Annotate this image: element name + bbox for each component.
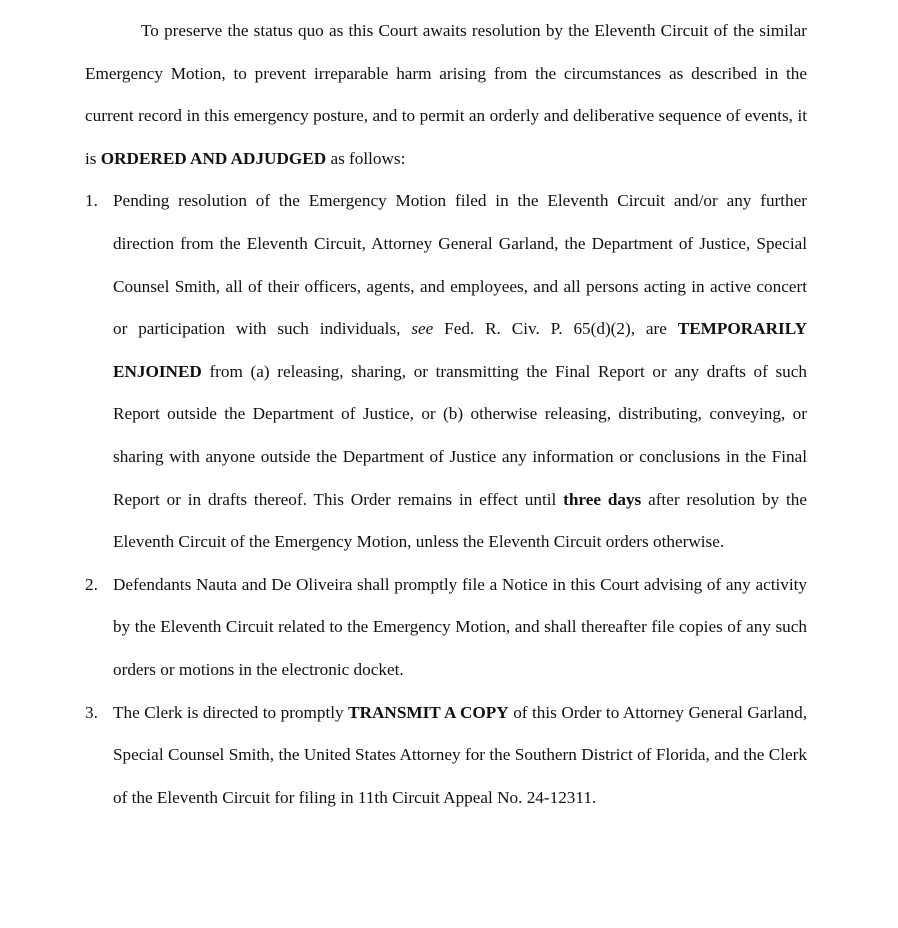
item-text: from (a) releasing, sharing, or transmitting the Final Report or any drafts of such Report outside the Department of Justice, or (b) otherwise releasing, distributing, conveying, or sharing with anyone outside the Department of Justice any information or conclusions in the Final Report or in drafts thereof. This Order remains in effect until [113, 361, 807, 509]
item-text: after resolution by the Eleventh Circuit of the Emergency Motion, unless the Eleventh Circuit orders otherwise. [113, 489, 807, 552]
item-text: Pending resolution of the Emergency Motion filed in the Eleventh Circuit and/or any further direction from the Eleventh Circuit, Attorney General Garland, the Department of Justice, Special Counsel Smith, all of their officers, agents, and employees, and all persons acting in active concert or participation with such individuals, [113, 191, 807, 339]
intro-text: To preserve the status quo as this Court awaits resolution by the Eleventh Circuit of the similar Emergency Motion, to prevent irreparable harm arising from the circumstances as described in the current record in this emergency posture, and to permit an orderly and deliberative sequence of events, it is [85, 21, 807, 168]
item-text: of this Order to Attorney General Garland, Special Counsel Smith, the United States Attorney for the Southern District of Florida, and the Clerk of the Eleventh Circuit for filing in 11th Circuit Appeal No. 24-12311. [113, 702, 808, 807]
item-text: The Clerk is directed to promptly [113, 702, 349, 722]
item-text: Fed. R. Civ. P. 65(d)(2), are [433, 319, 678, 339]
three-days: three days [563, 489, 642, 509]
order-document [85, 10, 807, 819]
item-number: 3. [85, 702, 98, 722]
intro-text-end: as follows: [326, 148, 406, 168]
order-item-2 [85, 564, 807, 692]
citation-signal: see [411, 319, 434, 339]
item-text: Defendants Nauta and De Oliveira shall promptly file a Notice in this Court advising of any activity by the Eleventh Circuit related to the Emergency Motion, and shall thereafter file copies of any such orders or motions in the electronic docket. [113, 574, 807, 679]
transmit-a-copy: TRANSMIT A COPY [348, 702, 509, 722]
ordered-and-adjudged: ORDERED AND ADJUDGED [100, 148, 327, 168]
order-item-3 [85, 692, 807, 820]
temporarily-enjoined: TEMPORARILY ENJOINED [113, 319, 807, 381]
intro-paragraph [85, 10, 807, 180]
item-number: 2. [85, 574, 98, 594]
item-number: 1. [85, 191, 98, 211]
order-item-1 [85, 180, 807, 563]
order-list [85, 180, 807, 819]
